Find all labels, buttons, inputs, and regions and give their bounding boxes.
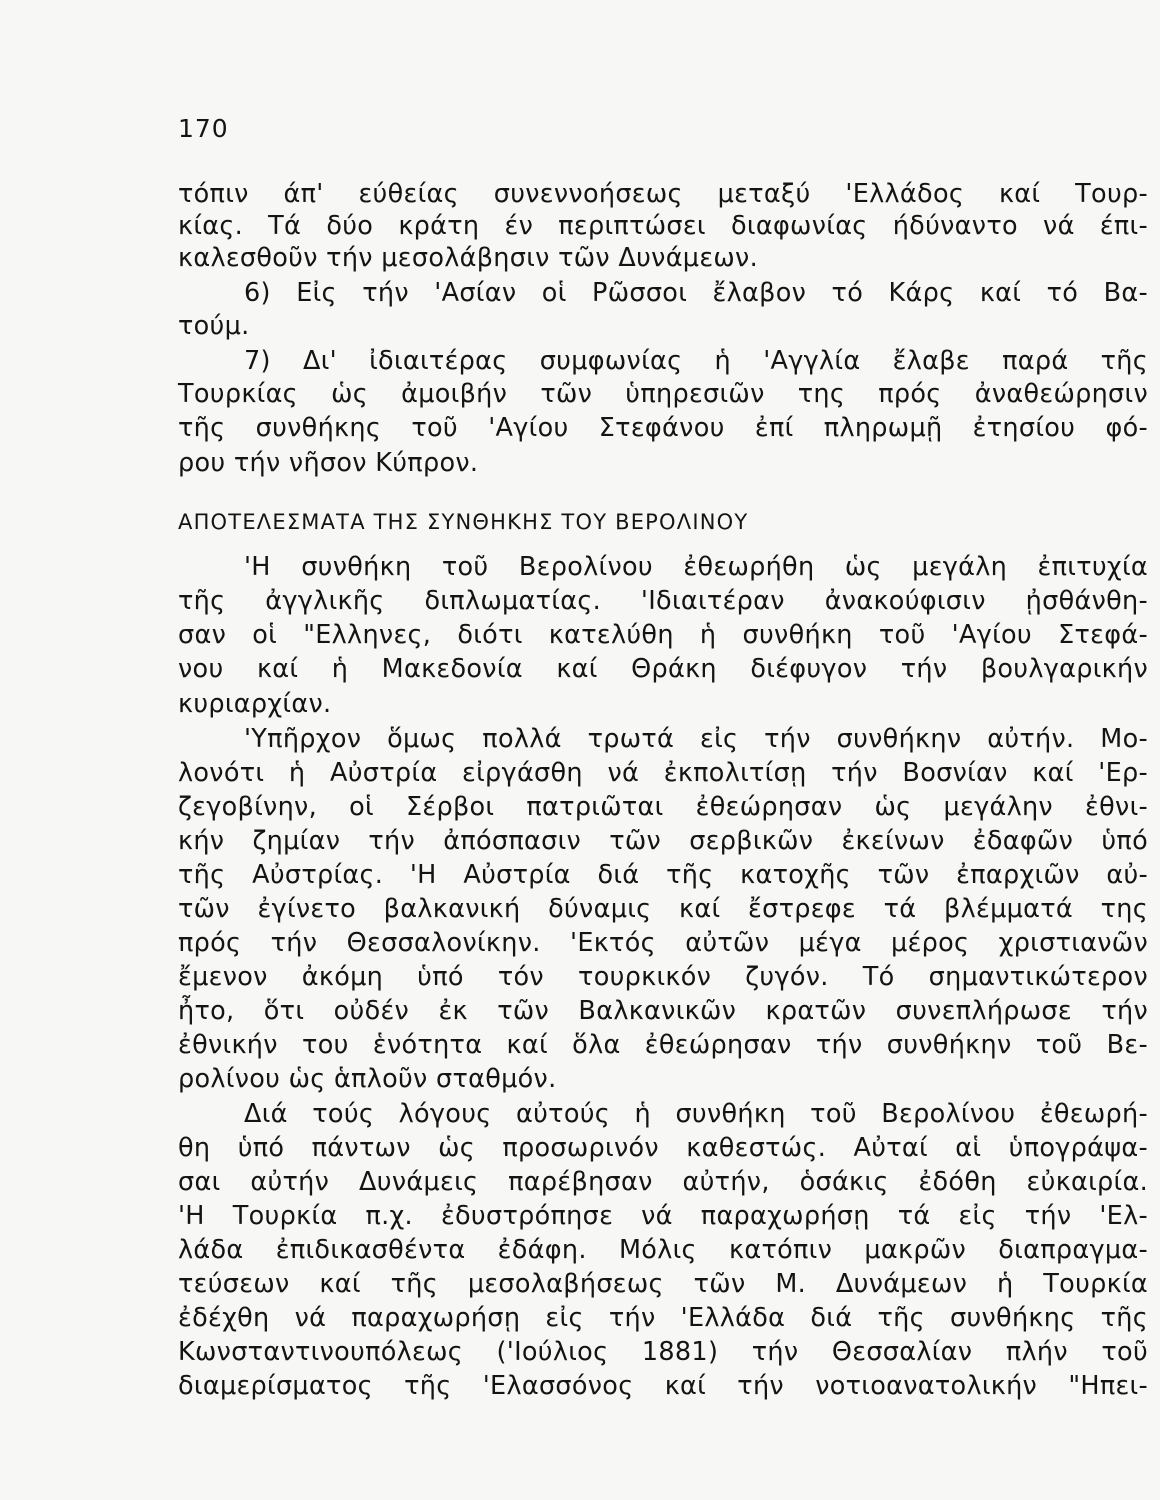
text-line: τεύσεων καί τῆς μεσολαβήσεως τῶν Μ. Δυνάμεων ἡ Τουρκία: [178, 1269, 1148, 1299]
text-line: ἦτο, ὅτι οὐδέν ἐκ τῶν Βαλκανικῶν κρατῶν συνεπλήρωσε τήν: [178, 996, 1148, 1026]
text-line: 'Η Τουρκία π.χ. ἐδυστρόπησε νά παραχωρήσῃ τά εἰς τήν 'Ελ-: [178, 1201, 1148, 1231]
text-line: Κωνσταντινουπόλεως ('Ιούλιος 1881) τήν Θεσσαλίαν πλήν τοῦ: [178, 1337, 1148, 1367]
text-line: τῆς ἀγγλικῆς διπλωματίας. 'Ιδιαιτέραν ἀνακούφισιν ᾐσθάνθη-: [178, 586, 1148, 616]
text-line: διαμερίσματος τῆς 'Ελασσόνος καί τήν νοτιοανατολικήν "Ηπει-: [178, 1371, 1148, 1401]
text-line: ἔμενον ἀκόμη ὑπό τόν τουρκικόν ζυγόν. Τό σημαντικώτερον: [178, 962, 1148, 992]
text-line: ἐδέχθη νά παραχωρήσῃ εἰς τήν 'Ελλάδα διά τῆς συνθήκης τῆς: [178, 1303, 1148, 1333]
text-line: τούμ.: [178, 311, 250, 341]
text-line: ἐθνικήν του ἑνότητα καί ὅλα ἐθεώρησαν τήν συνθήκην τοῦ Βε-: [178, 1030, 1148, 1060]
text-line: κήν ζημίαν τήν ἀπόσπασιν τῶν σερβικῶν ἐκείνων ἐδαφῶν ὑπό: [178, 826, 1148, 856]
text-line: τῶν ἐγίνετο βαλκανική δύναμις καί ἔστρεφε τά βλέμματά της: [178, 894, 1148, 924]
text-line: Διά τούς λόγους αὐτούς ἡ συνθήκη τοῦ Βερολίνου ἐθεωρή-: [244, 1099, 1148, 1129]
text-line: νου καί ἡ Μακεδονία καί Θράκη διέφυγον τήν βουλγαρικήν: [178, 654, 1148, 684]
text-line: καλεσθοῦν τήν μεσολάβησιν τῶν Δυνάμεων.: [178, 243, 759, 273]
page-number: 170: [178, 114, 229, 143]
text-line: ρολίνου ὡς ἁπλοῦν σταθμόν.: [178, 1064, 557, 1094]
text-line: ζεγοβίνην, οἱ Σέρβοι πατριῶται ἐθεώρησαν ὡς μεγάλην ἐθνι-: [178, 792, 1148, 822]
text-line: Τουρκίας ὡς ἀμοιβήν τῶν ὑπηρεσιῶν της πρός ἀναθεώρησιν: [178, 379, 1148, 409]
text-line: κίας. Τά δύο κράτη έν περιπτώσει διαφωνίας ήδύναντο νά έπι-: [178, 211, 1148, 241]
text-line: 'Η συνθήκη τοῦ Βερολίνου ἐθεωρήθη ὡς μεγάλη ἐπιτυχία: [244, 552, 1148, 582]
text-line: 'Υπῆρχον ὅμως πολλά τρωτά εἰς τήν συνθήκην αὐτήν. Μο-: [244, 724, 1148, 754]
section-heading: ΑΠΟΤΕΛΕΣΜΑΤΑ ΤΗΣ ΣΥΝΘΗΚΗΣ ΤΟΥ ΒΕΡΟΛΙΝΟΥ: [178, 510, 749, 534]
text-line: σαι αὐτήν Δυνάμεις παρέβησαν αὐτήν, ὁσάκις ἐδόθη εὐκαιρία.: [178, 1167, 1148, 1197]
text-line: 6) Εἰς τήν 'Ασίαν οἱ Ρῶσσοι ἔλαβον τό Κάρς καί τό Βα-: [244, 278, 1148, 308]
text-line: λονότι ἡ Αὐστρία εἰργάσθη νά ἐκπολιτίσῃ τήν Βοσνίαν καί 'Ερ-: [178, 758, 1148, 788]
text-line: κυριαρχίαν.: [178, 689, 332, 719]
text-line: τῆς Αὐστρίας. 'Η Αὐστρία διά τῆς κατοχῆς τῶν ἐπαρχιῶν αὐ-: [178, 860, 1148, 890]
text-line: τόπιν άπ' εύθείας συνεννοήσεως μεταξύ 'Ελλάδος καί Τουρ-: [178, 179, 1148, 209]
text-line: 7) Δι' ἰδιαιτέρας συμφωνίας ἡ 'Αγγλία ἔλαβε παρά τῆς: [244, 346, 1148, 376]
text-line: ρου τήν νῆσον Κύπρον.: [178, 448, 479, 478]
text-line: λάδα ἐπιδικασθέντα ἐδάφη. Μόλις κατόπιν μακρῶν διαπραγμα-: [178, 1235, 1148, 1265]
text-line: σαν οἱ "Ελληνες, διότι κατελύθη ἡ συνθήκη τοῦ 'Αγίου Στεφά-: [178, 620, 1148, 650]
text-line: θη ὑπό πάντων ὡς προσωρινόν καθεστώς. Αὐταί αἱ ὑπογράψα-: [178, 1133, 1148, 1163]
text-line: τῆς συνθήκης τοῦ 'Αγίου Στεφάνου ἐπί πληρωμῇ ἐτησίου φό-: [178, 413, 1148, 443]
text-line: πρός τήν Θεσσαλονίκην. 'Εκτός αὐτῶν μέγα μέρος χριστιανῶν: [178, 928, 1148, 958]
